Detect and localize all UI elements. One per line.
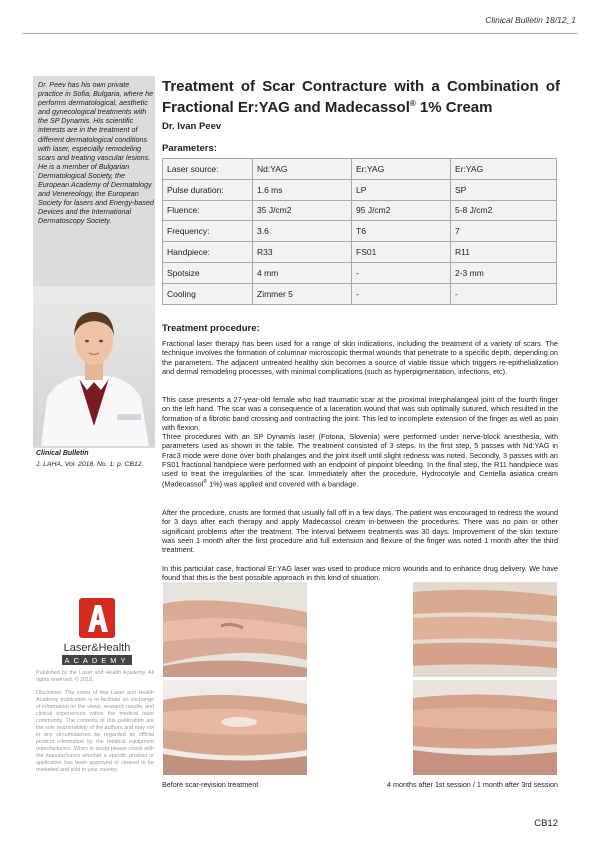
laser-health-academy-logo xyxy=(56,598,138,668)
article-author: Dr. Ivan Peev xyxy=(162,121,222,132)
table-row: Cooling Zimmer 5 - - xyxy=(163,283,557,304)
table-row: Pulse duration: 1.6 ms LP SP xyxy=(163,179,557,200)
paragraph-intro: Fractional laser therapy has been used for a range of skin indications, including the treatment of a variety of scars. The technique involves the formation of columnar microscopic thermal wounds that penetrate to a specific depth, depending on the parameters. The adjacent untreated healthy skin becomes a source of viable tissue which triggers re-epithelialization and dermal remodeling processes, with minimal complications (such as hyperpigmentation, infections, etc). xyxy=(162,339,558,376)
table-row: Frequency: 3.6 T6 7 xyxy=(163,221,557,242)
caption-before: Before scar-revision treatment xyxy=(162,780,259,789)
table-row: Handpiece: R33 FS01 R11 xyxy=(163,242,557,263)
logo-academy-label: ACADEMY xyxy=(64,656,130,665)
author-bio: Dr. Peev has his own private practice in Sofia, Bulgaria, where he performs dermatological, aesthetic and gynecological treatments with the SP Dynamis. His scientific interests are in the treatment of different dermatological conditions with laser, especially remodeling scars and treating vascular lesions. He is a member of Bulgarian Dermatological Society, the European Academy of Dermatology and Venereology, the European Society for lasers and Energy-based Devices and the International Dermatoscopy Society. xyxy=(38,80,154,226)
before-photo-top xyxy=(163,582,307,677)
page-number: CB12 xyxy=(534,818,558,829)
table-row: Spotsize 4 mm - 2-3 mm xyxy=(163,262,557,283)
after-photo-bottom xyxy=(413,680,557,775)
citation-title: Clinical Bulletin xyxy=(36,450,89,457)
article-title: Treatment of Scar Contracture with a Combination of Fractional Er:YAG and Madecassol® 1% Cream xyxy=(162,78,560,116)
parameters-heading: Parameters: xyxy=(162,143,217,154)
citation: J. LAHA, Vol. 2018, No. 1; p. CB12. xyxy=(36,461,144,468)
table-row: Laser source: Nd:YAG Er:YAG Er:YAG xyxy=(163,159,557,180)
procedure-heading: Treatment procedure: xyxy=(162,323,260,334)
paragraph-procedure: Three procedures with an SP Dynamis laser (Fotona, Slovenia) were performed under nerve-block anesthesia, with parameters used as shown in the table. The treatment consisted of 3 steps. In the first step, 5 passes with Nd:YAG in Frac3 mode were done over both phalanges and the joint itself until slight redness was noted. Secondly, 3 passes with an FS01 fractional handpiece were performed with an endpoint of pinpoint bleeding. In the final step, the R11 handpiece was used to treat the irregularities of the scar. Immediately after the procedure, Hydrocotyle and Centella asiatica cream (Madecassol® 1%) was applied and covered with a bandage. xyxy=(162,432,558,489)
bulletin-reference: Clinical Bulletin 18/12_1 xyxy=(485,15,576,25)
logo-wordmark: Laser&Health xyxy=(63,642,131,654)
table-row: Fluence: 35 J/cm2 95 J/cm2 5-8 J/cm2 xyxy=(163,200,557,221)
paragraph-case: This case presents a 27-year-old female who had traumatic scar at the proximal interphalangeal joint of the fourth finger on the left hand. The scar was a consequence of a laceration wound that was sub optimally sutured, which resulted in the formation of a fibrotic band crossing and contracting the joint. This led to incomplete extension of the finger as well as pain with flexion. xyxy=(162,395,558,432)
header-divider xyxy=(22,33,578,34)
published-notice: Published by the Laser and Health Academy. All rights reserved. © 2018. xyxy=(36,670,154,683)
after-photo-top xyxy=(413,582,557,677)
parameters-table xyxy=(162,158,557,305)
author-photo xyxy=(33,286,155,446)
before-photo-bottom xyxy=(163,680,307,775)
disclaimer: Disclaimer: The intent of this Laser and Health Academy publication is to facilitate an exchange of information on the views, research results, and clinical experiences within the medical laser community. The contents of this publication are the sole responsibility of the authors and may not in any circumstances be regarded as official product information by the medical equipment manufacturers. When in doubt please check with the manufacturers whether a specific product or application has been approved or cleared to be marketed and sold in your country. xyxy=(36,690,154,773)
paragraph-conclusion: In this particular case, fractional Er:YAG laser was used to produce micro wounds and to enhance drug delivery. We have found that this is the best possible approach in this kind of situation. xyxy=(162,564,558,583)
caption-after: 4 months after 1st session / 1 month after 3rd session xyxy=(387,780,558,789)
paragraph-aftercare: After the procedure, crusts are formed that usually fall off in a few days. The patient was encouraged to redress the wound for 3 days after each therapy and apply Madecassol cream in-between the procedures. There was no pain or other significant problems after the treatment. The interval between treatments was 30 days. Improvement of the skin texture was seen 1 month after the first procedure and full extension and flexure of the finger was noted 1 month after the third treatment. xyxy=(162,508,558,555)
